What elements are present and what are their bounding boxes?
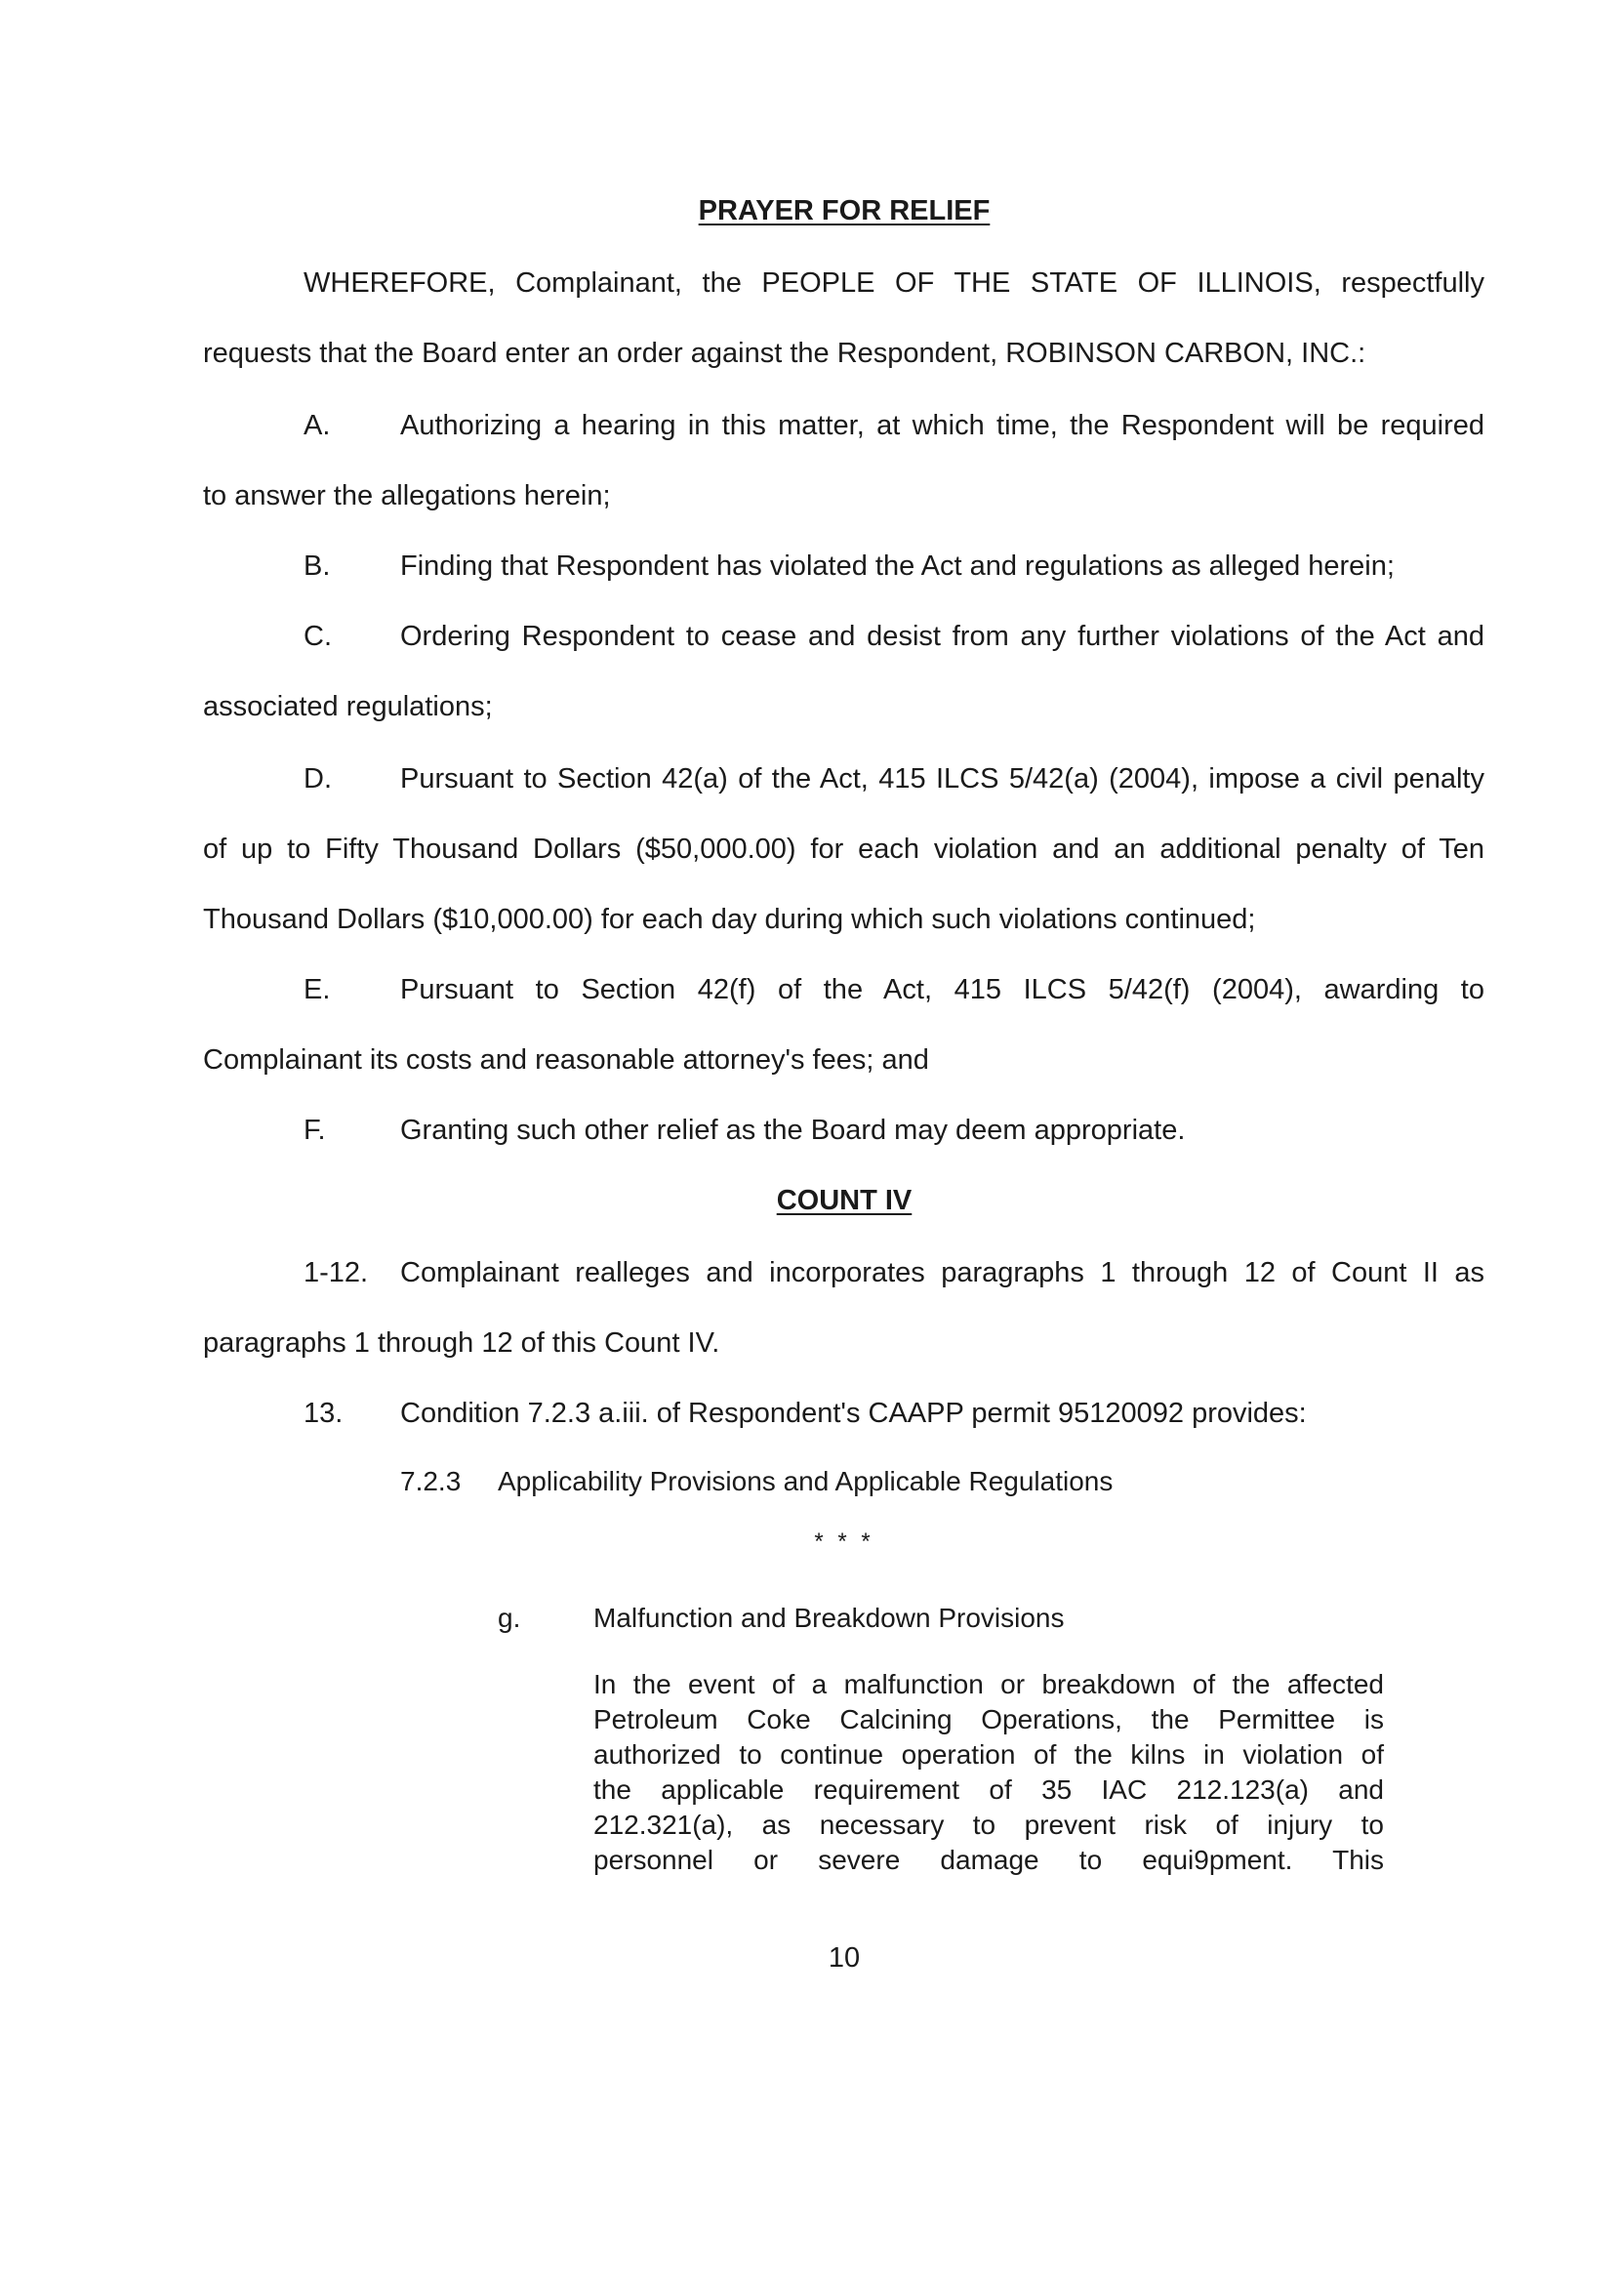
item-c-line-1: Ordering Respondent to cease and desist from any further violations of the Act and (400, 621, 1484, 652)
quote-line: Petroleum Coke Calcining Operations, the Permittee is (593, 1704, 1384, 1734)
item-a-line-2: to answer the allegations herein; (203, 480, 611, 511)
count-heading: COUNT IV (776, 1185, 913, 1216)
quote-line: authorized to continue operation of the kilns in violation of (593, 1739, 1384, 1770)
para-13-text: Condition 7.2.3 a.iii. of Respondent's CAAPP permit 95120092 provides: (400, 1398, 1307, 1429)
item-a-label: A. (304, 410, 331, 441)
subsection-title: Malfunction and Breakdown Provisions (593, 1603, 1065, 1633)
item-c-line-2: associated regulations; (203, 691, 493, 722)
item-c-label: C. (304, 621, 332, 652)
permit-quote (593, 1667, 1384, 1878)
para-1-12-line-1: Complainant realleges and incorporates paragraphs 1 through 12 of Count II as (400, 1257, 1484, 1288)
quote-line: the applicable requirement of 35 IAC 212.123(a) and (593, 1774, 1384, 1805)
item-e-line-2: Complainant its costs and reasonable attorney's fees; and (203, 1044, 929, 1076)
prayer-intro-line-2: requests that the Board enter an order against the Respondent, ROBINSON CARBON, INC.: (203, 338, 1366, 369)
item-d-line-1: Pursuant to Section 42(a) of the Act, 415 ILCS 5/42(a) (2004), impose a civil penalty (400, 763, 1484, 795)
section-title: Applicability Provisions and Applicable Regulations (498, 1466, 1114, 1496)
ellipsis-separator: * * * (814, 1528, 874, 1555)
quote-line: In the event of a malfunction or breakdown of the affected (593, 1669, 1384, 1699)
item-f-label: F. (304, 1115, 326, 1146)
prayer-heading: PRAYER FOR RELIEF (698, 195, 991, 226)
section-number: 7.2.3 (400, 1466, 462, 1496)
quote-line: personnel or severe damage to equi9pment. This (593, 1845, 1384, 1875)
prayer-intro-line-1: WHEREFORE, Complainant, the PEOPLE OF THE STATE OF ILLINOIS, respectfully (304, 267, 1484, 299)
item-d-label: D. (304, 763, 332, 795)
para-1-12-label: 1-12. (304, 1257, 369, 1288)
item-b-line-1: Finding that Respondent has violated the Act and regulations as alleged herein; (400, 550, 1395, 582)
item-b-label: B. (304, 550, 331, 582)
item-d-line-2: of up to Fifty Thousand Dollars ($50,000.00) for each violation and an additional penalty of Ten (203, 834, 1484, 865)
item-f-line-1: Granting such other relief as the Board may deem appropriate. (400, 1115, 1186, 1146)
para-1-12-line-2: paragraphs 1 through 12 of this Count IV. (203, 1327, 720, 1359)
item-d-line-3: Thousand Dollars ($10,000.00) for each day during which such violations continued; (203, 904, 1256, 935)
item-a-line-1: Authorizing a hearing in this matter, at which time, the Respondent will be required (400, 410, 1484, 441)
page-number: 10 (828, 1942, 861, 1974)
quote-line: 212.321(a), as necessary to prevent risk of injury to (593, 1810, 1384, 1840)
item-e-label: E. (304, 974, 331, 1005)
subsection-label: g. (498, 1603, 521, 1633)
para-13-label: 13. (304, 1398, 344, 1429)
item-e-line-1: Pursuant to Section 42(f) of the Act, 415 ILCS 5/42(f) (2004), awarding to (400, 974, 1484, 1005)
